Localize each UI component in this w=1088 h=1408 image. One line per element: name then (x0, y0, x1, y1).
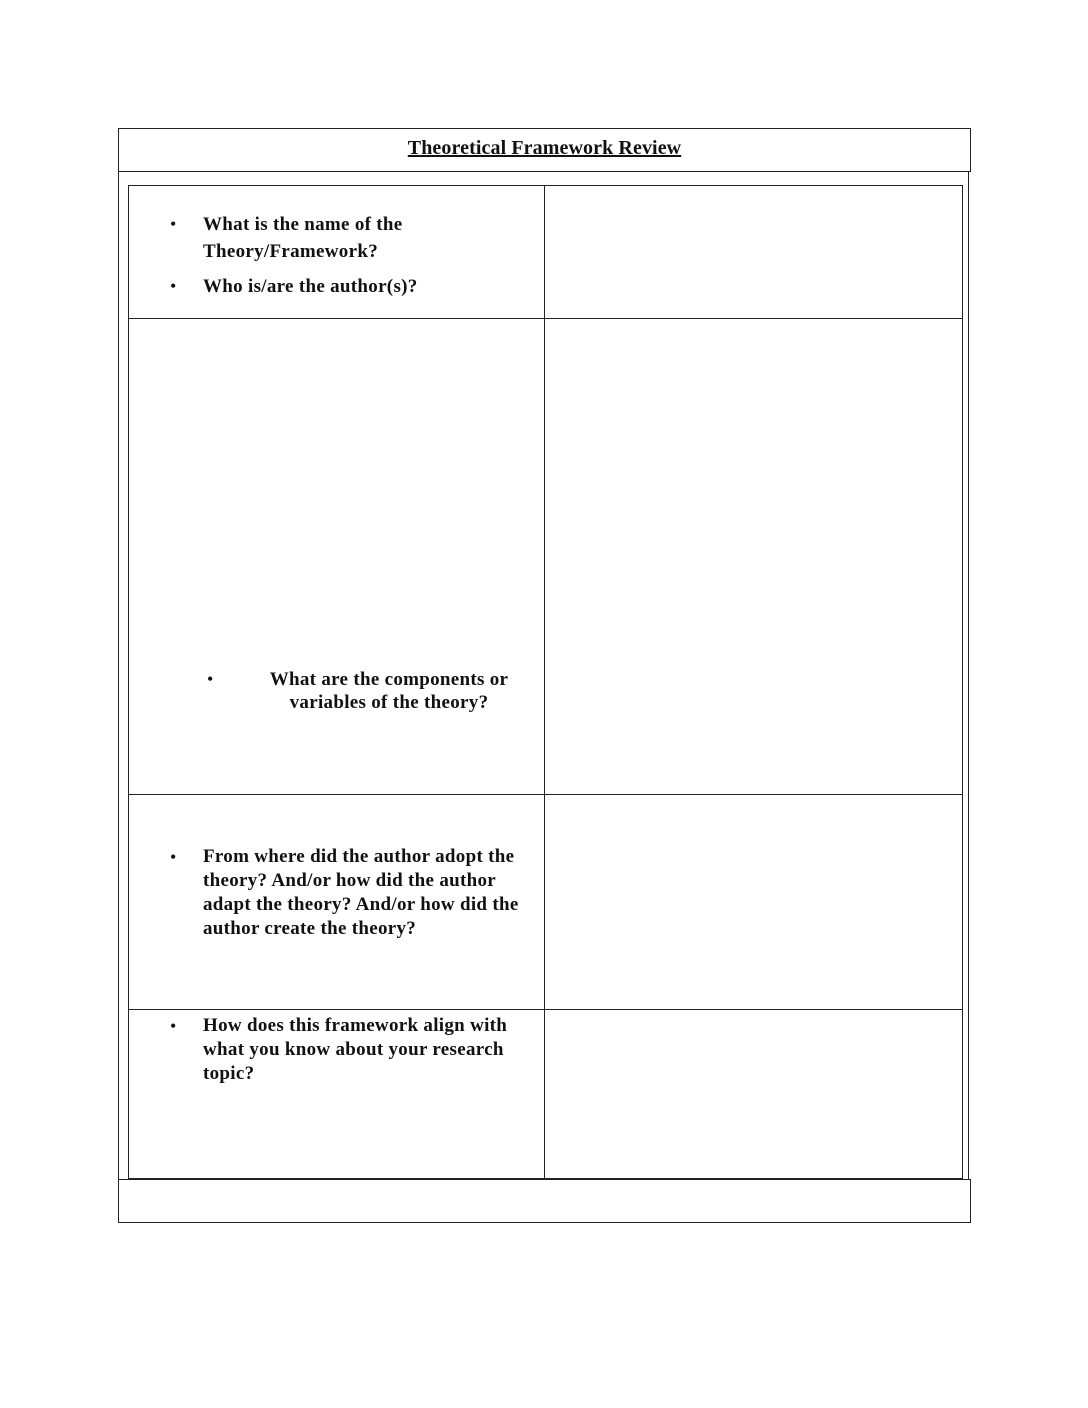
question-item (129, 273, 544, 300)
bullet-icon: • (170, 214, 177, 234)
bullet-icon: • (207, 669, 214, 689)
question-list (129, 1014, 544, 1086)
question-cell (129, 1010, 545, 1179)
table-row (129, 795, 963, 1010)
question-cell (129, 319, 545, 795)
question-text: From where did the author adopt the theory? And/or how did the author adapt the theory? And/or how did the author create the theory? (203, 846, 519, 939)
table-row (129, 319, 963, 795)
question-text: Who is/are the author(s)? (203, 276, 418, 297)
question-item (129, 211, 544, 265)
question-cell (129, 186, 545, 319)
title-bar (118, 128, 971, 172)
question-text: What is the name of the Theory/Framework? (203, 214, 403, 262)
table-row (129, 186, 963, 319)
bullet-icon: • (170, 847, 177, 867)
answer-cell[interactable] (545, 319, 963, 795)
question-cell (129, 795, 545, 1010)
answer-cell[interactable] (545, 795, 963, 1010)
answer-cell[interactable] (545, 1010, 963, 1179)
table-row (129, 1010, 963, 1179)
footer-bar (118, 1179, 971, 1223)
question-item (129, 845, 544, 941)
page-title: Theoretical Framework Review (407, 137, 682, 159)
question-list (129, 845, 544, 941)
bullet-icon: • (170, 276, 177, 296)
question-text: What are the components or variables of the theory? (269, 669, 509, 713)
question-list (129, 211, 544, 300)
question-text: How does this framework align with what you know about your research topic? (203, 1015, 508, 1084)
question-item (207, 668, 539, 714)
answer-cell[interactable] (545, 186, 963, 319)
question-item (129, 1014, 544, 1086)
bullet-icon: • (170, 1016, 177, 1036)
review-table (128, 185, 963, 1179)
